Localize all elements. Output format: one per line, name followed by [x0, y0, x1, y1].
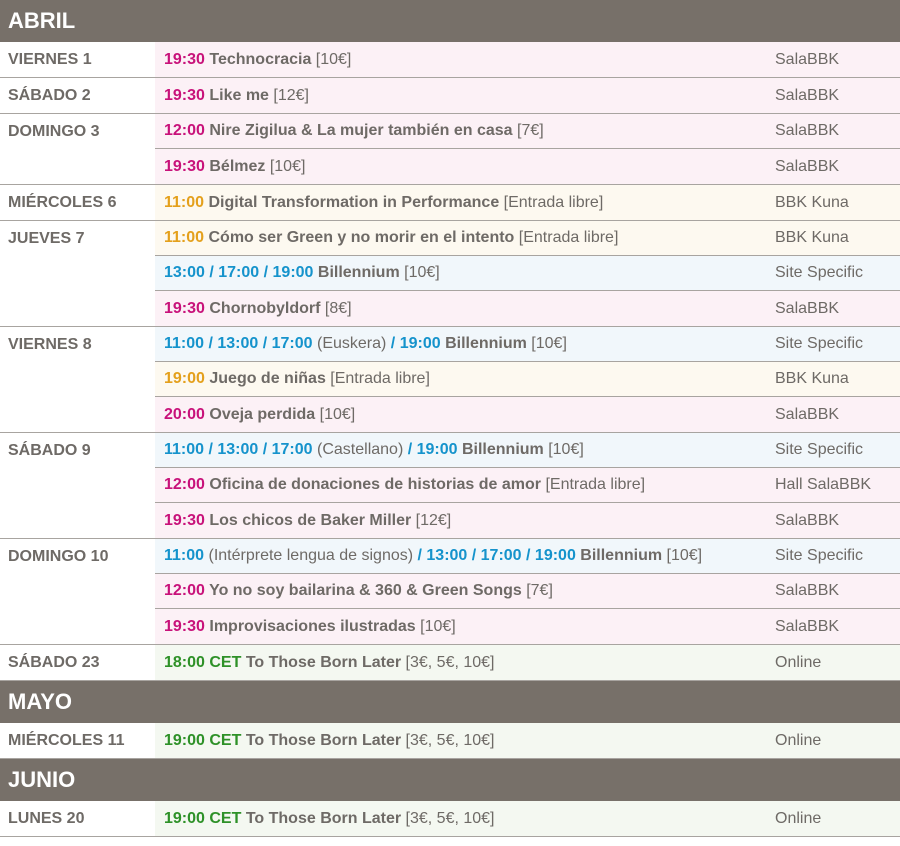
- day-group: [0, 42, 900, 78]
- event-title: Yo no soy bailarina & 360 & Green Songs: [204, 582, 522, 599]
- event-title: Digital Transformation in Performance: [204, 193, 500, 211]
- day-label: SÁBADO 23: [0, 645, 155, 680]
- event-time: / 19:00: [386, 335, 441, 352]
- event-row[interactable]: [155, 609, 900, 644]
- event-venue: Site Specific: [775, 335, 864, 352]
- event-note: (Intérprete lengua de signos): [204, 547, 414, 564]
- event-time: 19:30: [164, 157, 205, 175]
- event-venue: Site Specific: [775, 547, 864, 564]
- event-description: [155, 300, 775, 318]
- month-header: ABRIL: [0, 0, 900, 42]
- day-label: VIERNES 8: [0, 327, 155, 432]
- event-note: [10€]: [662, 547, 703, 564]
- day-group: [0, 221, 900, 327]
- event-description: [155, 732, 775, 750]
- event-venue: SalaBBK: [775, 582, 840, 599]
- event-title: Billennium: [440, 335, 527, 352]
- event-note: [8€]: [320, 299, 352, 317]
- event-description: [155, 194, 775, 212]
- event-venue: Online: [775, 809, 822, 827]
- event-note: [3€, 5€, 10€]: [401, 653, 495, 671]
- event-description: [155, 441, 775, 459]
- event-time: 11:00: [164, 547, 205, 564]
- event-note: [10€]: [543, 441, 584, 458]
- event-venue: SalaBBK: [775, 405, 840, 423]
- event-row[interactable]: [155, 78, 900, 113]
- event-time: 19:00 CET: [164, 809, 242, 827]
- day-label: VIERNES 1: [0, 42, 155, 77]
- event-note: [3€, 5€, 10€]: [401, 731, 495, 749]
- day-group: [0, 78, 900, 114]
- event-description: [155, 547, 775, 565]
- event-time: 19:00: [164, 370, 205, 387]
- event-row[interactable]: [155, 114, 900, 149]
- event-title: Billennium: [575, 547, 663, 564]
- day-group: [0, 723, 900, 759]
- event-note: (Euskera): [312, 335, 387, 352]
- event-title: Technocracia: [204, 50, 312, 68]
- day-group: [0, 327, 900, 433]
- event-time: 12:00: [164, 582, 205, 599]
- event-time: 13:00 / 17:00 / 19:00: [164, 264, 314, 281]
- event-list: [155, 327, 900, 432]
- event-time: 11:00 / 13:00 / 17:00: [164, 335, 313, 352]
- event-time: 18:00 CET: [164, 653, 242, 671]
- event-description: [155, 370, 775, 388]
- event-time: 12:00: [164, 122, 205, 139]
- event-description: [155, 406, 775, 424]
- event-time: 19:30: [164, 299, 205, 317]
- event-row[interactable]: [155, 645, 900, 680]
- event-description: [155, 810, 775, 828]
- event-row[interactable]: [155, 291, 900, 326]
- event-note: [Entrada libre]: [499, 193, 604, 211]
- event-note: [10€]: [526, 335, 567, 352]
- event-title: Nire Zigilua & La mujer también en casa: [204, 122, 513, 139]
- event-time: 19:30: [164, 511, 205, 529]
- event-description: [155, 654, 775, 672]
- event-title: Chornobyldorf: [204, 299, 321, 317]
- event-venue: Online: [775, 653, 822, 671]
- event-venue: Online: [775, 731, 822, 749]
- event-list: [155, 645, 900, 680]
- event-row[interactable]: [155, 801, 900, 836]
- event-time: 19:30: [164, 50, 205, 68]
- event-note: [7€]: [521, 582, 553, 599]
- event-time: 19:30: [164, 617, 205, 635]
- event-row[interactable]: [155, 185, 900, 220]
- event-description: [155, 512, 775, 530]
- event-list: [155, 114, 900, 184]
- event-note: [Entrada libre]: [514, 229, 619, 246]
- event-description: [155, 87, 775, 105]
- event-venue: BBK Kuna: [775, 229, 849, 246]
- event-description: [155, 229, 775, 247]
- event-row[interactable]: [155, 397, 900, 432]
- event-description: [155, 264, 775, 282]
- event-row[interactable]: [155, 149, 900, 184]
- event-row[interactable]: [155, 723, 900, 758]
- event-venue: Site Specific: [775, 441, 864, 458]
- event-row[interactable]: [155, 327, 900, 362]
- event-note: [Entrada libre]: [325, 370, 430, 387]
- event-note: (Castellano): [312, 441, 404, 458]
- day-label: JUEVES 7: [0, 221, 155, 326]
- event-description: [155, 476, 775, 494]
- day-group: [0, 185, 900, 221]
- event-time: 11:00: [164, 193, 205, 211]
- event-venue: SalaBBK: [775, 511, 840, 529]
- event-list: [155, 78, 900, 113]
- event-row[interactable]: [155, 539, 900, 574]
- event-title: Cómo ser Green y no morir en el intento: [204, 229, 515, 246]
- event-venue: BBK Kuna: [775, 193, 849, 211]
- event-venue: SalaBBK: [775, 86, 840, 104]
- event-title: Billennium: [313, 264, 400, 281]
- event-list: [155, 723, 900, 758]
- event-row[interactable]: [155, 433, 900, 468]
- event-venue: Hall SalaBBK: [775, 476, 872, 493]
- event-row[interactable]: [155, 468, 900, 503]
- event-time: 11:00: [164, 229, 205, 246]
- event-list: [155, 42, 900, 77]
- event-title: Bélmez: [204, 157, 266, 175]
- event-title: To Those Born Later: [241, 731, 402, 749]
- event-title: Oficina de donaciones de historias de amor: [204, 476, 542, 493]
- event-title: Billennium: [457, 441, 544, 458]
- event-venue: SalaBBK: [775, 122, 840, 139]
- event-list: [155, 539, 900, 644]
- event-time: 11:00 / 13:00 / 17:00: [164, 441, 313, 458]
- event-venue: SalaBBK: [775, 299, 840, 317]
- day-group: [0, 539, 900, 645]
- event-row[interactable]: [155, 362, 900, 397]
- event-venue: SalaBBK: [775, 617, 840, 635]
- event-description: [155, 51, 775, 69]
- month-header: JUNIO: [0, 759, 900, 801]
- event-list: [155, 221, 900, 326]
- event-description: [155, 582, 775, 600]
- day-label: MIÉRCOLES 11: [0, 723, 155, 758]
- event-note: [Entrada libre]: [541, 476, 646, 493]
- event-row[interactable]: [155, 503, 900, 538]
- day-label: MIÉRCOLES 6: [0, 185, 155, 220]
- event-title: Improvisaciones ilustradas: [204, 617, 416, 635]
- day-group: [0, 801, 900, 837]
- day-label: DOMINGO 3: [0, 114, 155, 184]
- event-list: [155, 433, 900, 538]
- day-group: [0, 433, 900, 539]
- event-description: [155, 335, 775, 353]
- event-note: [10€]: [415, 617, 456, 635]
- event-description: [155, 122, 775, 140]
- event-note: [10€]: [311, 50, 352, 68]
- month-header: MAYO: [0, 681, 900, 723]
- event-title: Like me: [204, 86, 269, 104]
- day-label: SÁBADO 9: [0, 433, 155, 538]
- event-note: [3€, 5€, 10€]: [401, 809, 495, 827]
- event-venue: SalaBBK: [775, 50, 840, 68]
- day-label: SÁBADO 2: [0, 78, 155, 113]
- event-title: Juego de niñas: [204, 370, 326, 387]
- event-note: [12€]: [268, 86, 309, 104]
- event-time: / 19:00: [403, 441, 458, 458]
- event-description: [155, 618, 775, 636]
- event-note: [10€]: [265, 157, 306, 175]
- event-time: 20:00: [164, 405, 205, 423]
- event-row[interactable]: [155, 42, 900, 77]
- event-time: 19:00 CET: [164, 731, 242, 749]
- event-venue: SalaBBK: [775, 157, 840, 175]
- event-time: 19:30: [164, 86, 205, 104]
- event-row[interactable]: [155, 221, 900, 256]
- event-list: [155, 801, 900, 836]
- day-group: [0, 645, 900, 681]
- event-time: / 13:00 / 17:00 / 19:00: [413, 547, 576, 564]
- day-group: [0, 114, 900, 185]
- event-venue: Site Specific: [775, 264, 864, 281]
- event-note: [7€]: [512, 122, 544, 139]
- event-title: To Those Born Later: [241, 653, 402, 671]
- event-note: [10€]: [315, 405, 356, 423]
- event-note: [10€]: [399, 264, 440, 281]
- event-venue: BBK Kuna: [775, 370, 849, 387]
- event-row[interactable]: [155, 574, 900, 609]
- day-label: LUNES 20: [0, 801, 155, 836]
- event-title: Los chicos de Baker Miller: [204, 511, 412, 529]
- event-title: Oveja perdida: [204, 405, 316, 423]
- event-time: 12:00: [164, 476, 205, 493]
- event-list: [155, 185, 900, 220]
- event-title: To Those Born Later: [241, 809, 402, 827]
- event-note: [12€]: [411, 511, 452, 529]
- event-row[interactable]: [155, 256, 900, 291]
- event-description: [155, 158, 775, 176]
- day-label: DOMINGO 10: [0, 539, 155, 644]
